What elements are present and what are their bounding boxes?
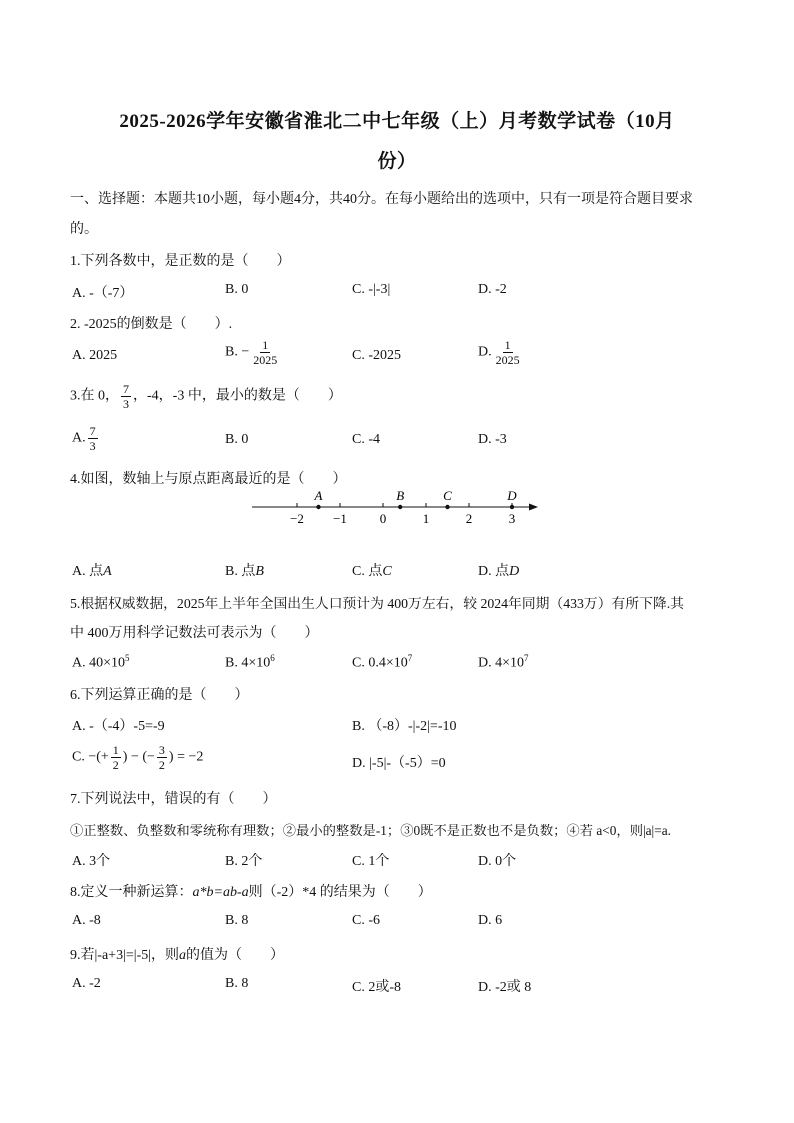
- fraction-numerator: 1: [262, 338, 269, 352]
- fraction-numerator: 7: [89, 424, 96, 438]
- q2-option-b: [225, 338, 281, 367]
- q6-option-c-part1: C. −(+: [72, 749, 109, 765]
- q7-option-c: C. 1个: [352, 854, 390, 869]
- number-line-figure: [248, 485, 548, 530]
- q3-stem-fraction: [121, 382, 131, 411]
- number-line-point: [510, 505, 514, 509]
- q6-option-a: A. -（-4）-5=-9: [72, 719, 165, 734]
- q6-option-c-part3: ) = −2: [168, 749, 204, 765]
- question-9-stem: [70, 944, 284, 964]
- q5-option-c-base: C. 0.4×10: [352, 655, 408, 671]
- question-4-stem: 4.如图，数轴上与原点距离最近的是（ ）: [70, 472, 347, 487]
- q4-option-a-prefix: A. 点: [72, 564, 104, 579]
- q5-option-b-exponent: 6: [270, 653, 275, 663]
- number-line-point-label: C: [443, 488, 452, 503]
- q6-option-c: [72, 743, 203, 772]
- q3-option-b: B. 0: [225, 432, 249, 447]
- number-line-point-label: D: [507, 488, 517, 503]
- number-line-point-label: B: [396, 488, 405, 503]
- q8-option-c: C. -6: [352, 913, 380, 928]
- q9-option-a: A. -2: [72, 976, 101, 991]
- question-2-stem: 2. -2025的倒数是（ ）.: [70, 317, 233, 332]
- q4-option-b-letter: B: [255, 564, 264, 579]
- fraction-denominator: 2025: [253, 353, 278, 367]
- q3-option-d: D. -3: [478, 432, 507, 447]
- q6-option-b: B. （-8）-|-2|=-10: [352, 719, 457, 734]
- fraction-numerator: 1: [504, 338, 511, 352]
- question-7-statements: [70, 820, 671, 839]
- number-line-tick-label: 3: [508, 511, 516, 526]
- q6-option-c-fraction-1: [111, 743, 121, 772]
- q3-stem-part2: ，-4，-3 中，最小的数是（ ）: [133, 388, 342, 404]
- q7-option-d: D. 0个: [478, 854, 517, 869]
- q3-stem-part1: 3.在 0，: [70, 388, 119, 404]
- exam-title-line1: 2025-2026学年安徽省淮北二中七年级（上）月考数学试卷（10月: [119, 111, 675, 132]
- q7-option-a: A. 3个: [72, 854, 111, 869]
- number-line-point: [316, 505, 320, 509]
- q3-option-c: C. -4: [352, 432, 380, 447]
- q3-option-a-fraction: [88, 424, 98, 453]
- fraction-denominator: 3: [123, 397, 129, 411]
- q1-option-d: D. -2: [478, 282, 507, 297]
- q5-option-c-exponent: 7: [407, 653, 413, 663]
- q9-option-d: D. -2或 8: [478, 980, 532, 995]
- exam-title-line2: 份）: [377, 151, 417, 172]
- q5-option-d-exponent: 7: [524, 653, 529, 663]
- q5-option-d: [478, 653, 529, 672]
- q7-option-b: B. 2个: [225, 854, 263, 869]
- q4-option-a-letter: A: [103, 564, 112, 579]
- q9-stem-part2: 的值为（ ）: [186, 948, 285, 963]
- q4-option-d: [478, 560, 519, 580]
- q9-stem-part1: 9.若|-a+3|=|-5|，则: [70, 948, 180, 963]
- q5-option-a-exponent: 5: [125, 653, 130, 663]
- q5-option-a-base: A. 40×10: [72, 655, 126, 671]
- arrow-head-icon: [529, 504, 538, 511]
- q5-option-b: [225, 653, 275, 672]
- q4-option-c-prefix: C. 点: [352, 564, 383, 579]
- number-line-tick-label: 1: [422, 511, 430, 526]
- fraction-numerator: 1: [112, 743, 119, 757]
- q3-option-a-prefix: A.: [72, 430, 86, 446]
- q7-statements-text: ①正整数、负整数和零统称有理数；②最小的整数是-1；③0既不是正数也不是负数；④若: [70, 823, 594, 838]
- fraction-denominator: 3: [89, 439, 96, 453]
- q3-option-a: [72, 424, 100, 453]
- q5-option-c: [352, 653, 412, 672]
- q4-option-a: [72, 560, 112, 580]
- number-line-tick-label: 2: [465, 511, 473, 526]
- question-1-stem: 1.下列各数中，是正数的是（ ）: [70, 254, 291, 269]
- fraction-denominator: 2025: [495, 353, 520, 367]
- section-instructions-line2: 的。: [70, 222, 98, 237]
- question-7-stem: 7.下列说法中，错误的有（ ）: [70, 792, 277, 807]
- q2-option-b-prefix: B. −: [225, 344, 250, 360]
- q8-stem-formula: a*b=ab-a: [192, 885, 249, 900]
- q2-option-d-fraction: [494, 338, 522, 367]
- q2-option-a: A. 2025: [72, 348, 118, 363]
- q2-option-d-prefix: D.: [478, 344, 492, 360]
- q7-statements-tail: a<0，则|a|=a.: [596, 823, 671, 838]
- fraction-denominator: 2: [112, 758, 119, 772]
- number-line-point: [398, 505, 402, 509]
- number-line-point: [445, 505, 449, 509]
- q4-option-d-prefix: D. 点: [478, 564, 510, 579]
- q1-option-c: C. -|-3|: [352, 282, 391, 297]
- q2-option-d: [478, 338, 524, 367]
- number-line-tick-label: −2: [290, 511, 304, 526]
- q9-option-c: C. 2或-8: [352, 980, 401, 995]
- q5-option-d-base: D. 4×10: [478, 655, 525, 671]
- q8-stem-part1: 8.定义一种新运算：: [70, 885, 193, 900]
- q9-option-b: B. 8: [225, 976, 249, 991]
- q4-option-c: [352, 560, 392, 580]
- number-line-tick-label: 0: [379, 511, 387, 526]
- q6-option-c-part2: ) − (−: [122, 749, 155, 765]
- q5-option-b-base: B. 4×10: [225, 655, 271, 671]
- number-line-tick-label: −1: [333, 511, 347, 526]
- q4-option-c-letter: C: [382, 564, 392, 579]
- q6-option-c-fraction-2: [157, 743, 167, 772]
- question-5-stem-line2: 中 400万用科学记数法可表示为（ ）: [70, 626, 319, 641]
- q8-option-b: B. 8: [225, 913, 249, 928]
- question-3-stem: [70, 382, 342, 411]
- q8-stem-part2: 则（-2）*4 的结果为（ ）: [248, 885, 432, 900]
- q9-stem-variable: a: [179, 948, 187, 963]
- q4-option-b: [225, 560, 264, 580]
- fraction-denominator: 2: [158, 758, 165, 772]
- fraction-numerator: 3: [158, 743, 165, 757]
- q4-option-b-prefix: B. 点: [225, 564, 256, 579]
- q8-option-d: D. 6: [478, 913, 503, 928]
- section-instructions-line1: 一、选择题：本题共10小题，每小题4分，共40分。在每小题给出的选项中，只有一项是符合题目要求: [70, 192, 693, 207]
- fraction-numerator: 7: [123, 382, 129, 396]
- q8-option-a: A. -8: [72, 913, 101, 928]
- q2-option-b-fraction: [251, 338, 279, 367]
- question-8-stem: [70, 881, 432, 901]
- q1-option-b: B. 0: [225, 282, 249, 297]
- number-line-point-label: A: [314, 488, 323, 503]
- q6-option-d: D. |-5|-（-5）=0: [352, 756, 446, 771]
- q2-option-c: C. -2025: [352, 348, 401, 363]
- q5-option-a: [72, 653, 130, 672]
- q4-option-d-letter: D: [509, 564, 520, 579]
- question-5-stem-line1: 5.根据权威数据，2025年上半年全国出生人口预计为 400万左右，较 2024年同期（433万）有所下降.其: [70, 596, 684, 611]
- q1-option-a: A. -（-7）: [72, 286, 134, 301]
- question-6-stem: 6.下列运算正确的是（ ）: [70, 688, 249, 703]
